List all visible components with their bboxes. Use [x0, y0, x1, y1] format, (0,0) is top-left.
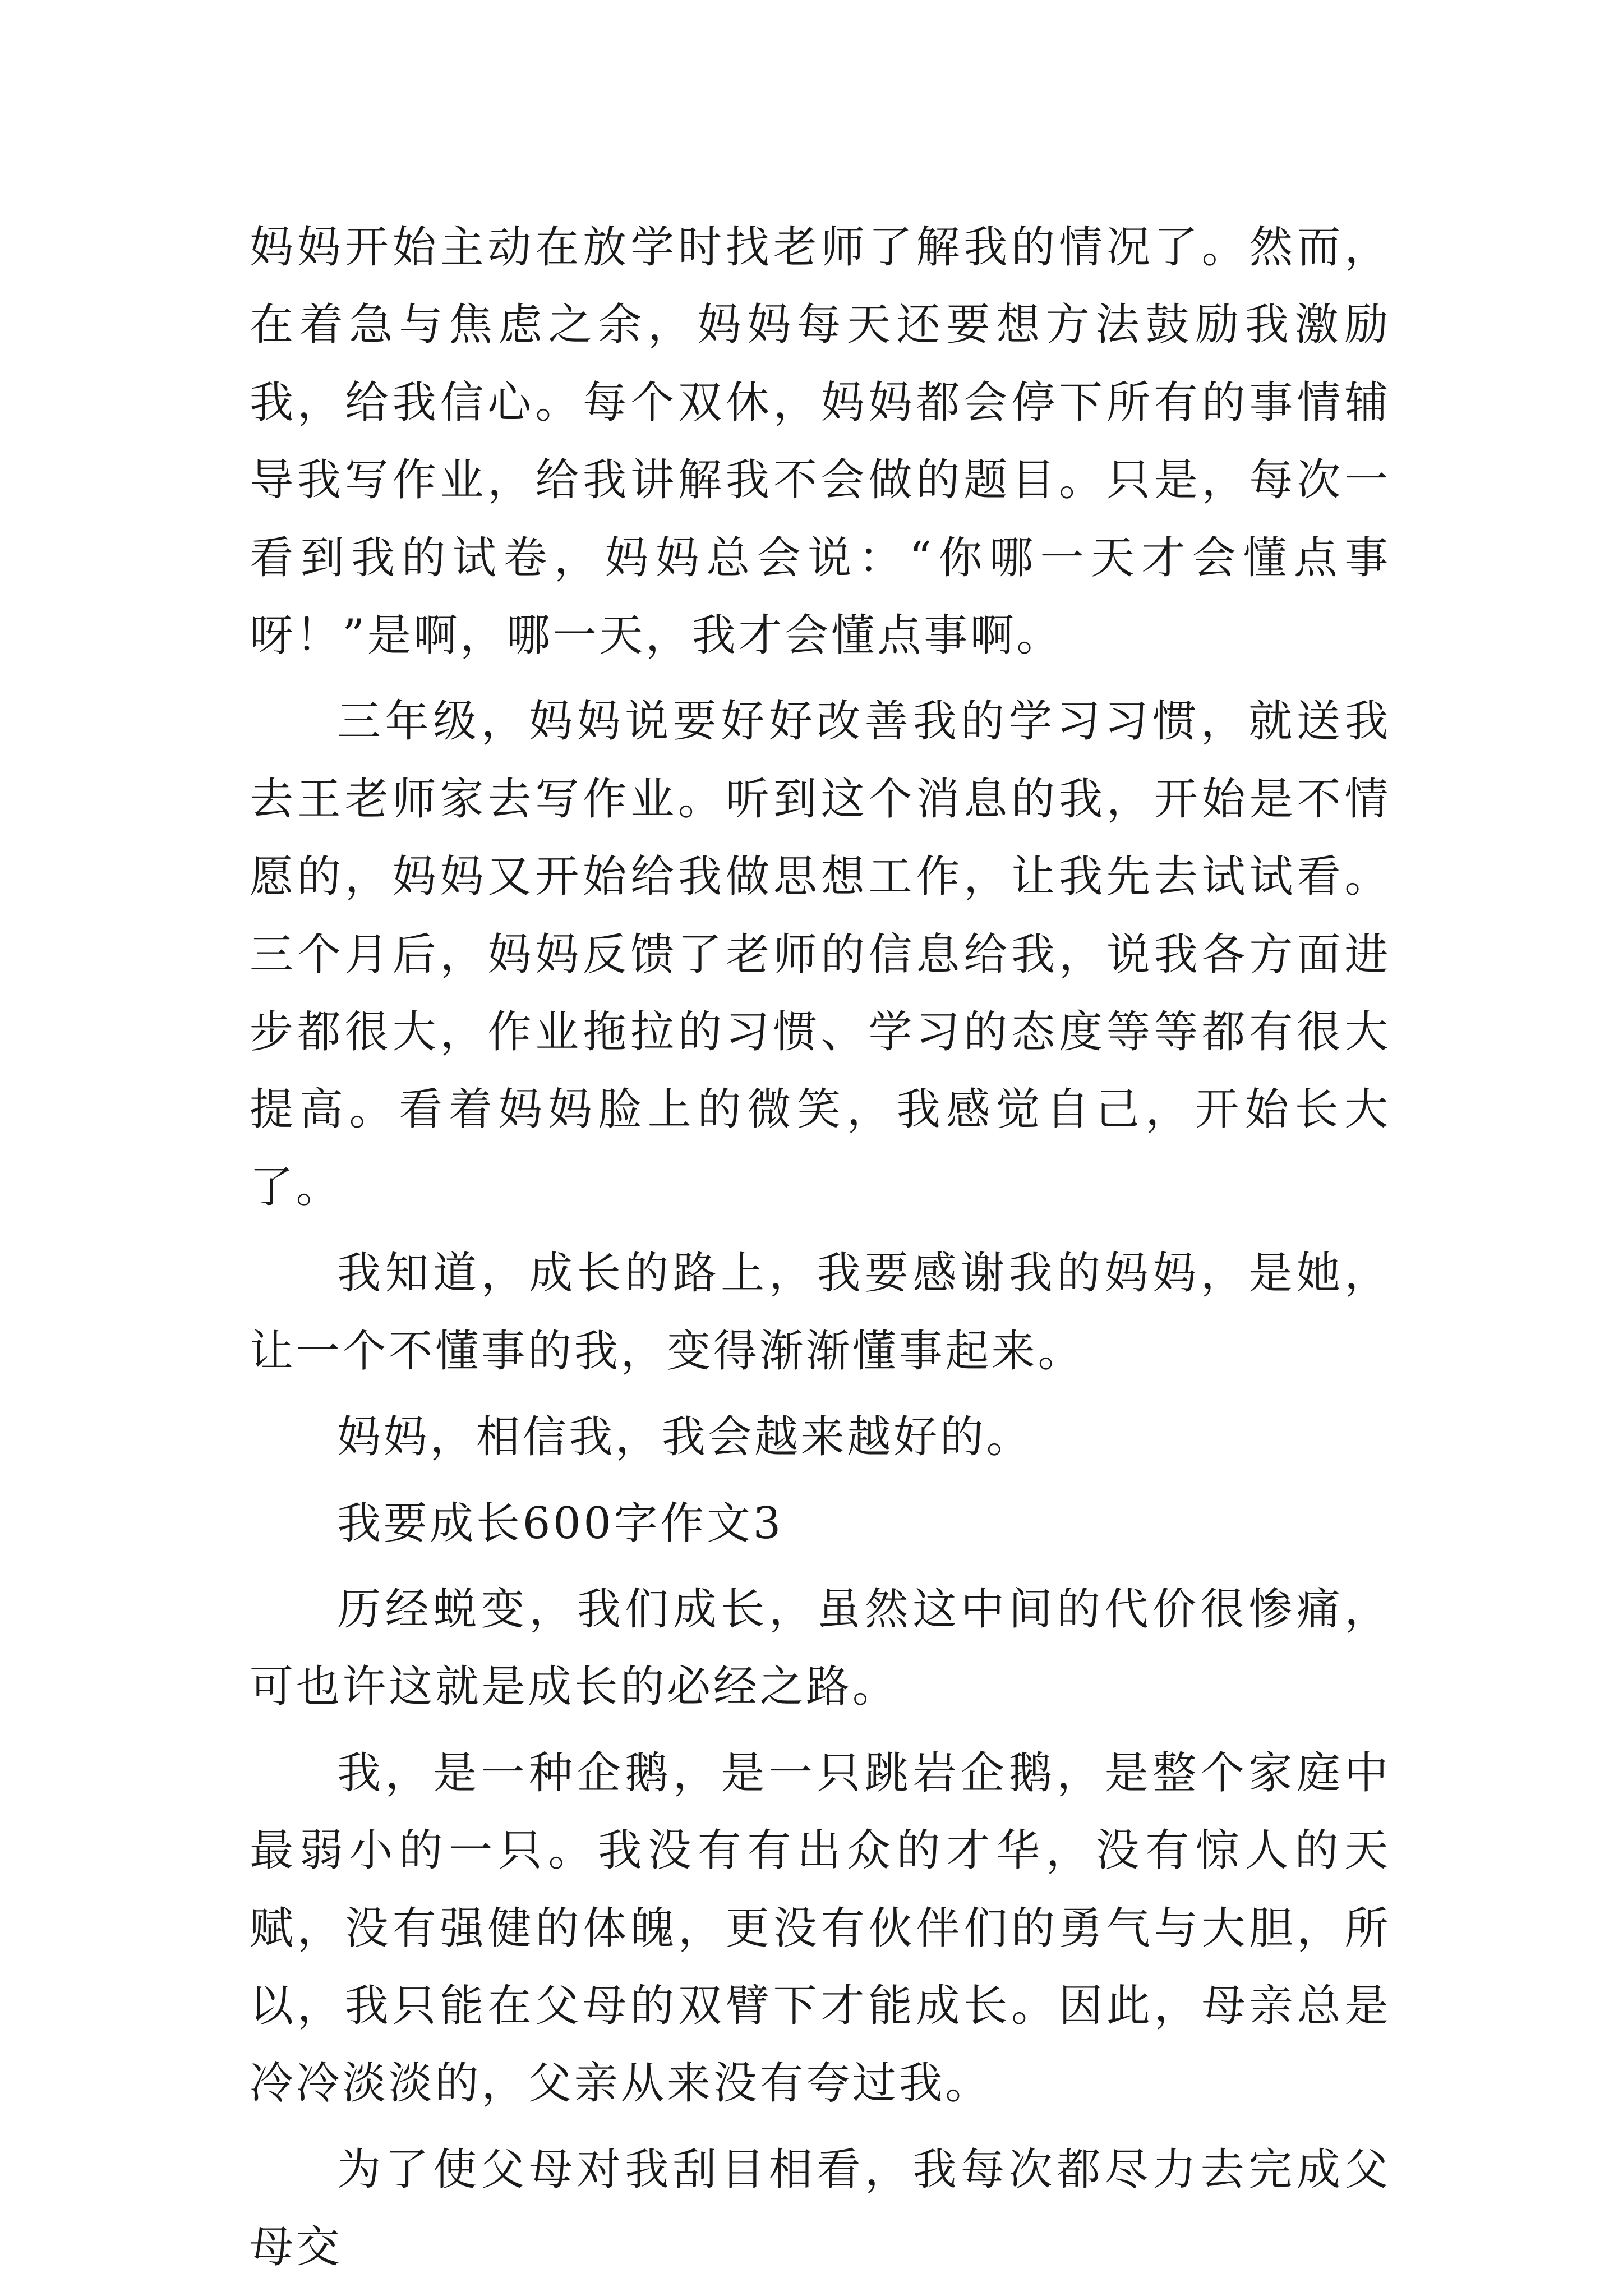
paragraph: 妈妈，相信我，我会越来越好的。	[337, 1412, 1033, 1463]
section-title: 我要成长600字作文3	[337, 1498, 783, 1549]
paragraph: 为了使父母对我刮目相看，我每次都尽力去完成父母交	[250, 2144, 1391, 2273]
document-body	[250, 209, 1391, 2295]
paragraph: 历经蜕变，我们成长，虽然这中间的代价很惨痛，可也许这就是成长的必经之路。	[250, 1584, 1391, 1713]
paragraph: 我知道，成长的路上，我要感谢我的妈妈，是她，让一个不懂事的我，变得渐渐懂事起来。	[250, 1248, 1391, 1377]
paragraph: 三年级，妈妈说要好好改善我的学习习惯，就送我去王老师家去写作业。听到这个消息的我，开始是不情愿的，妈妈又开始给我做思想工作，让我先去试试看。三个月后，妈妈反馈了老师的信息给我，说我各方面进步都很大，作业拖拉的习惯、学习的态度等等都有很大提高。看着妈妈脸上的微笑，我感觉自己，开始长大了。	[250, 696, 1391, 1213]
paragraph: 妈妈开始主动在放学时找老师了解我的情况了。然而，在着急与焦虑之余，妈妈每天还要想方法鼓励我激励我，给我信心。每个双休，妈妈都会停下所有的事情辅导我写作业，给我讲解我不会做的题目。只是，每次一看到我的试卷，妈妈总会说：“你哪一天才会懂点事呀！”是啊，哪一天，我才会懂点事啊。	[250, 222, 1391, 661]
paragraph: 我，是一种企鹅，是一只跳岩企鹅，是整个家庭中最弱小的一只。我没有有出众的才华，没有惊人的天赋，没有强健的体魄，更没有伙伴们的勇气与大胆，所以，我只能在父母的双臂下才能成长。因此，母亲总是冷冷淡淡的，父亲从来没有夸过我。	[250, 1747, 1391, 2109]
